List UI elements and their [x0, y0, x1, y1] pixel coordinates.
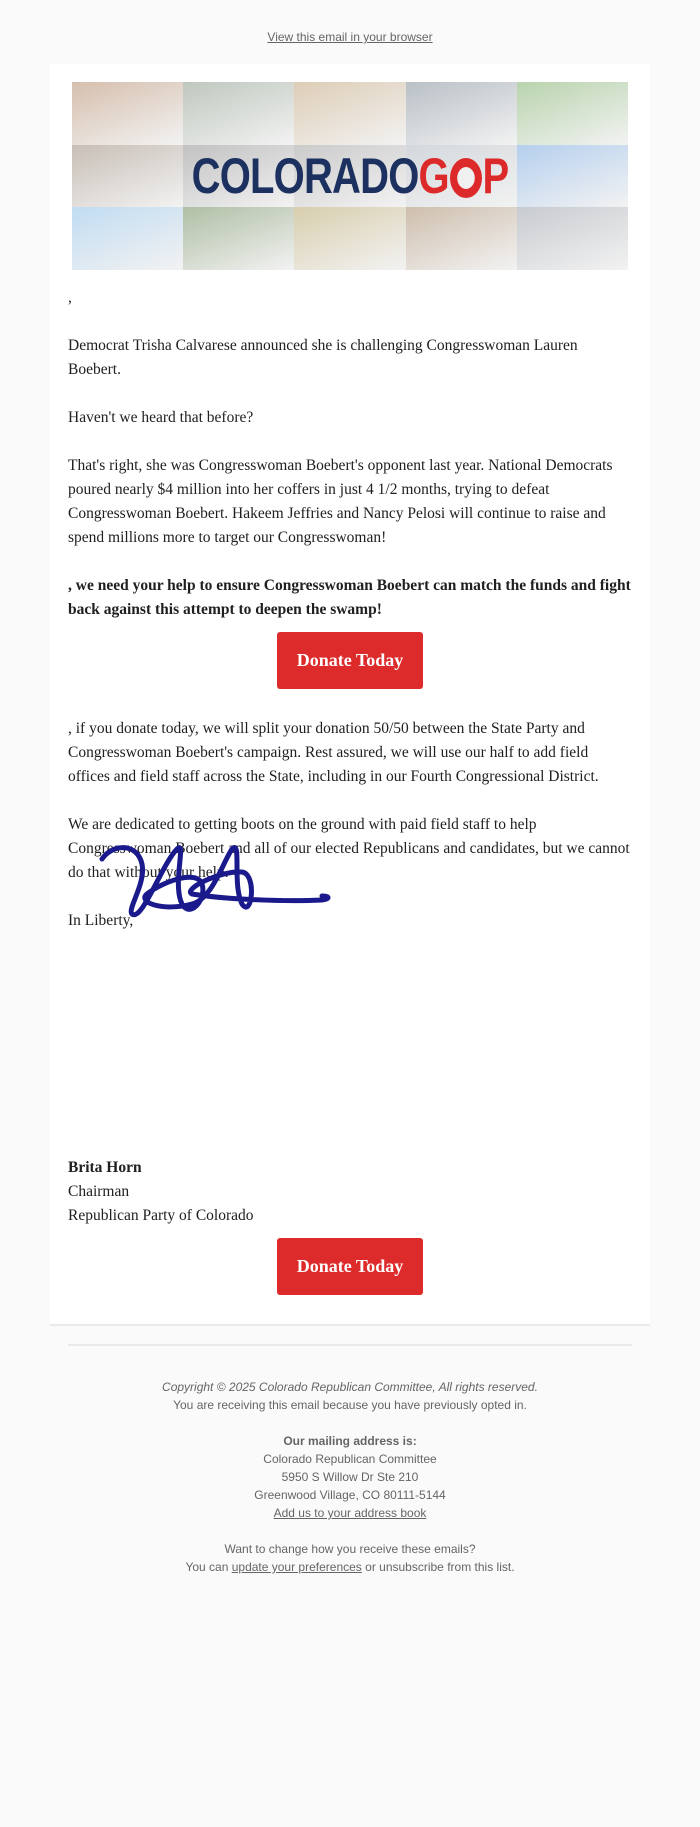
- update-preferences-link[interactable]: update your preferences: [231, 1560, 362, 1574]
- address-line-3: Greenwood Village, CO 80111-5144: [254, 1488, 446, 1502]
- banner-photo-tile: [294, 207, 405, 270]
- add-address-book-link[interactable]: Add us to your address book: [273, 1506, 427, 1520]
- signoff-block: [68, 1156, 632, 1228]
- banner-photo-tile: [183, 207, 294, 270]
- banner-photo-tile: [294, 82, 405, 145]
- signer-org: Republican Party of Colorado: [68, 1207, 254, 1224]
- banner-photo-tile: [72, 207, 183, 270]
- banner-photo-tile: [517, 207, 628, 270]
- banner-photo-tile: [406, 82, 517, 145]
- view-in-browser-link[interactable]: View this email in your browser: [267, 30, 433, 44]
- signature-image: [82, 804, 342, 974]
- donate-button-bottom[interactable]: Donate Today: [277, 1238, 423, 1295]
- signer-title: Chairman: [68, 1183, 130, 1200]
- paragraph-4-bold: , we need your help to ensure Congresswoman Boebert can match the funds and fight back against this attempt to deepen the swamp!: [68, 577, 631, 618]
- greeting: ,: [68, 289, 72, 306]
- banner-photo-tile: [517, 82, 628, 145]
- opt-in-reason: You are receiving this email because you have previously opted in.: [173, 1398, 527, 1412]
- logo-text-p: P: [482, 148, 509, 204]
- logo-text-colorado: COLORADO: [191, 148, 419, 204]
- paragraph-1: Democrat Trisha Calvarese announced she is challenging Congresswoman Lauren Boebert.: [68, 337, 578, 378]
- paragraph-2: Haven't we heard that before?: [68, 409, 254, 426]
- top-bar: [0, 0, 700, 64]
- footer: [68, 1344, 632, 1576]
- paragraph-6: We are dedicated to getting boots on the ground with paid field staff to help Congresswoman Boebert and all of our elected Republicans and candidates, but we cannot do that without your help.: [68, 816, 630, 881]
- header-banner: [72, 82, 628, 270]
- address-line-1: Colorado Republican Committee: [263, 1452, 437, 1466]
- donate-button-wrap-1: [68, 632, 632, 689]
- signer-name: Brita Horn: [68, 1159, 142, 1176]
- copyright-text: Copyright © 2025 Colorado Republican Committee, All rights reserved.: [162, 1380, 538, 1394]
- address-line-2: 5950 S Willow Dr Ste 210: [281, 1470, 419, 1484]
- logo-text-g: G: [418, 148, 449, 204]
- unsubscribe-text: or unsubscribe from this list.: [361, 1560, 515, 1574]
- banner-photo-tile: [72, 82, 183, 145]
- paragraph-5: , if you donate today, we will split your donation 50/50 between the State Party and Congresswoman Boebert's campaign. Rest assured, we will use our half to add field offices and field staff across the State, including in our Fourth Congressional District.: [68, 720, 599, 785]
- elephant-icon: [450, 158, 482, 198]
- change-prefs-question: Want to change how you receive these emails?: [224, 1542, 476, 1556]
- prefs-line: [68, 1558, 632, 1576]
- prefs-prefix: You can: [185, 1560, 232, 1574]
- paragraph-3: That's right, she was Congresswoman Boebert's opponent last year. National Democrats poured nearly $4 million into her coffers in just 4 1/2 months, trying to defeat Congresswoman Boebert. Hakeem Jeffries and Nancy Pelosi will continue to raise and spend millions more to target our Congresswoman!: [68, 457, 613, 546]
- mailing-address-heading: Our mailing address is:: [283, 1434, 417, 1448]
- banner-photo-tile: [183, 82, 294, 145]
- closing: In Liberty,: [68, 912, 134, 929]
- donate-button-top[interactable]: Donate Today: [277, 632, 423, 689]
- banner-photo-tile: [406, 207, 517, 270]
- email-card: [50, 64, 650, 1326]
- colorado-gop-logo: [128, 144, 573, 208]
